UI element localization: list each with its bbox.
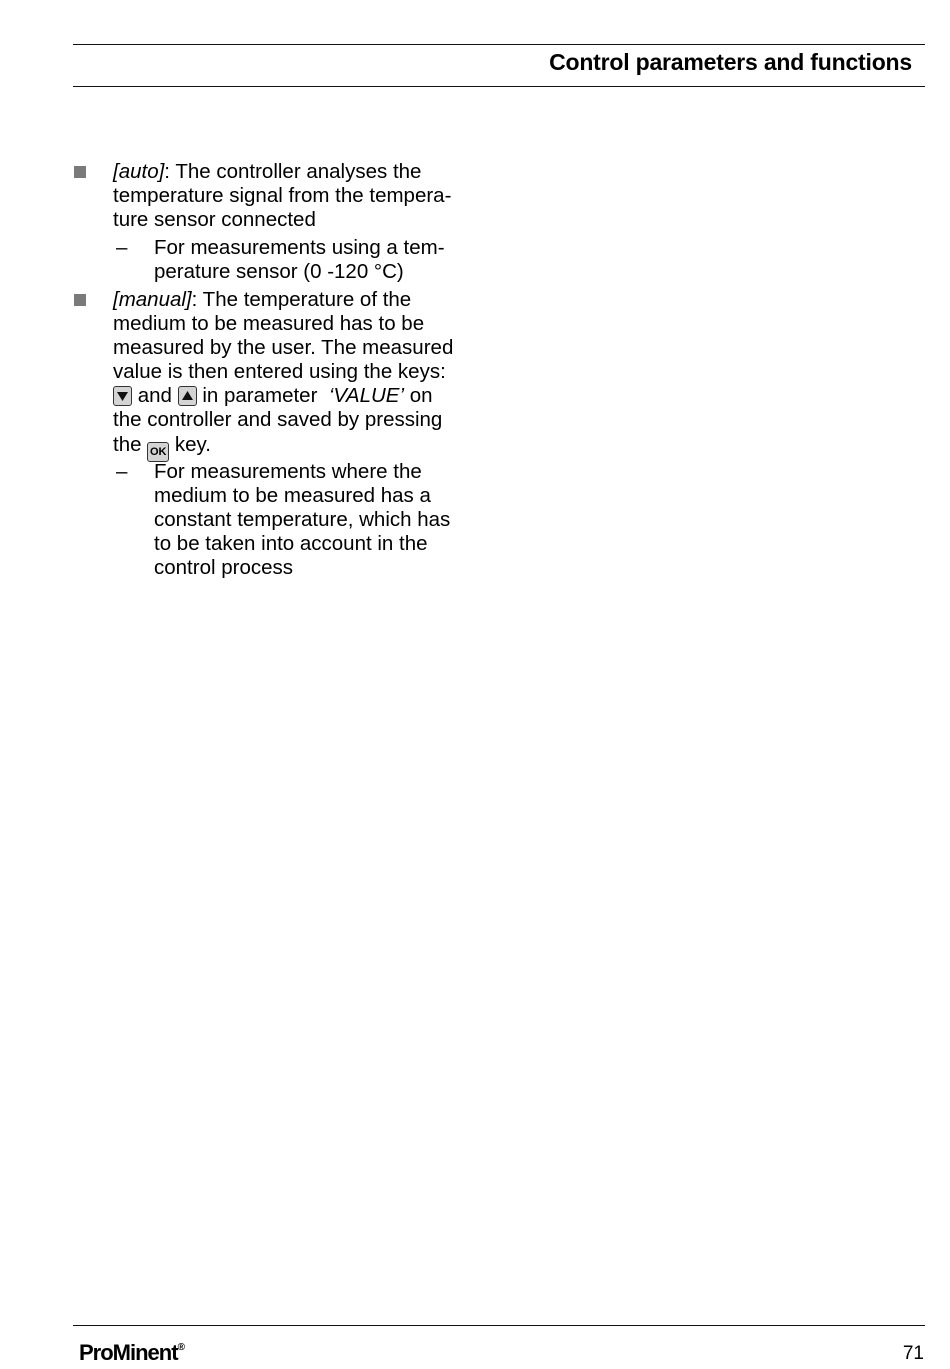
up-arrow-key-icon [178,386,197,406]
manual-in-parameter: in parameter [202,384,318,408]
manual-line-1: The temperature of the [202,288,412,311]
prominent-logo [79,1340,185,1366]
manual-sub-line-1: For measurements where the [154,460,422,483]
auto-line-1: The controller analyses the [175,160,422,183]
dash-marker: – [116,460,128,483]
colon: : [164,160,170,183]
manual-sub-line-5: control process [154,556,294,580]
manual-line-4: value is then entered using the keys: [113,360,446,384]
manual-and: and [137,384,172,408]
auto-sub-line-1: For measurements using a tem- [154,236,445,259]
manual-line-6: the controller and saved by pressing [113,408,443,432]
manual-key: key. [174,432,211,456]
manual-the: the [113,432,142,456]
square-bullet-icon [74,166,86,178]
square-bullet-icon [74,294,86,306]
header-bottom-rule [73,86,925,87]
manual-sub-line-2: medium to be measured has a [154,484,431,508]
auto-term: [auto] [113,160,165,183]
manual-term: [manual] [113,288,192,311]
footer-rule [73,1325,925,1326]
header-top-rule [73,44,925,45]
auto-line-2: temperature signal from the tempera- [113,184,452,208]
dash-marker: – [116,236,128,259]
manual-sub-item [154,460,494,580]
manual-sub-line-4: to be taken into account in the [154,532,428,556]
manual-on: on [409,384,433,408]
page-header-title: Control parameters and functions [549,49,912,75]
registered-mark: ® [177,1342,185,1353]
auto-paragraph [113,160,493,232]
page-number: 71 [902,1343,924,1364]
manual-sub-line-3: constant temperature, which has [154,508,451,532]
logo-text: ProMinent [79,1340,178,1365]
auto-sub-line-2: perature sensor (0 -120 °C) [154,260,404,284]
value-parameter: ‘VALUE’ [328,384,405,408]
manual-line-3: measured by the user. The measured [113,336,454,360]
auto-sub-item [154,236,494,284]
auto-line-3: ture sensor connected [113,208,316,232]
colon: : [191,288,198,311]
ok-key-icon: OK [147,442,169,462]
manual-line-2: medium to be measured has to be [113,312,425,336]
down-arrow-key-icon [113,386,132,406]
manual-paragraph [113,288,493,462]
